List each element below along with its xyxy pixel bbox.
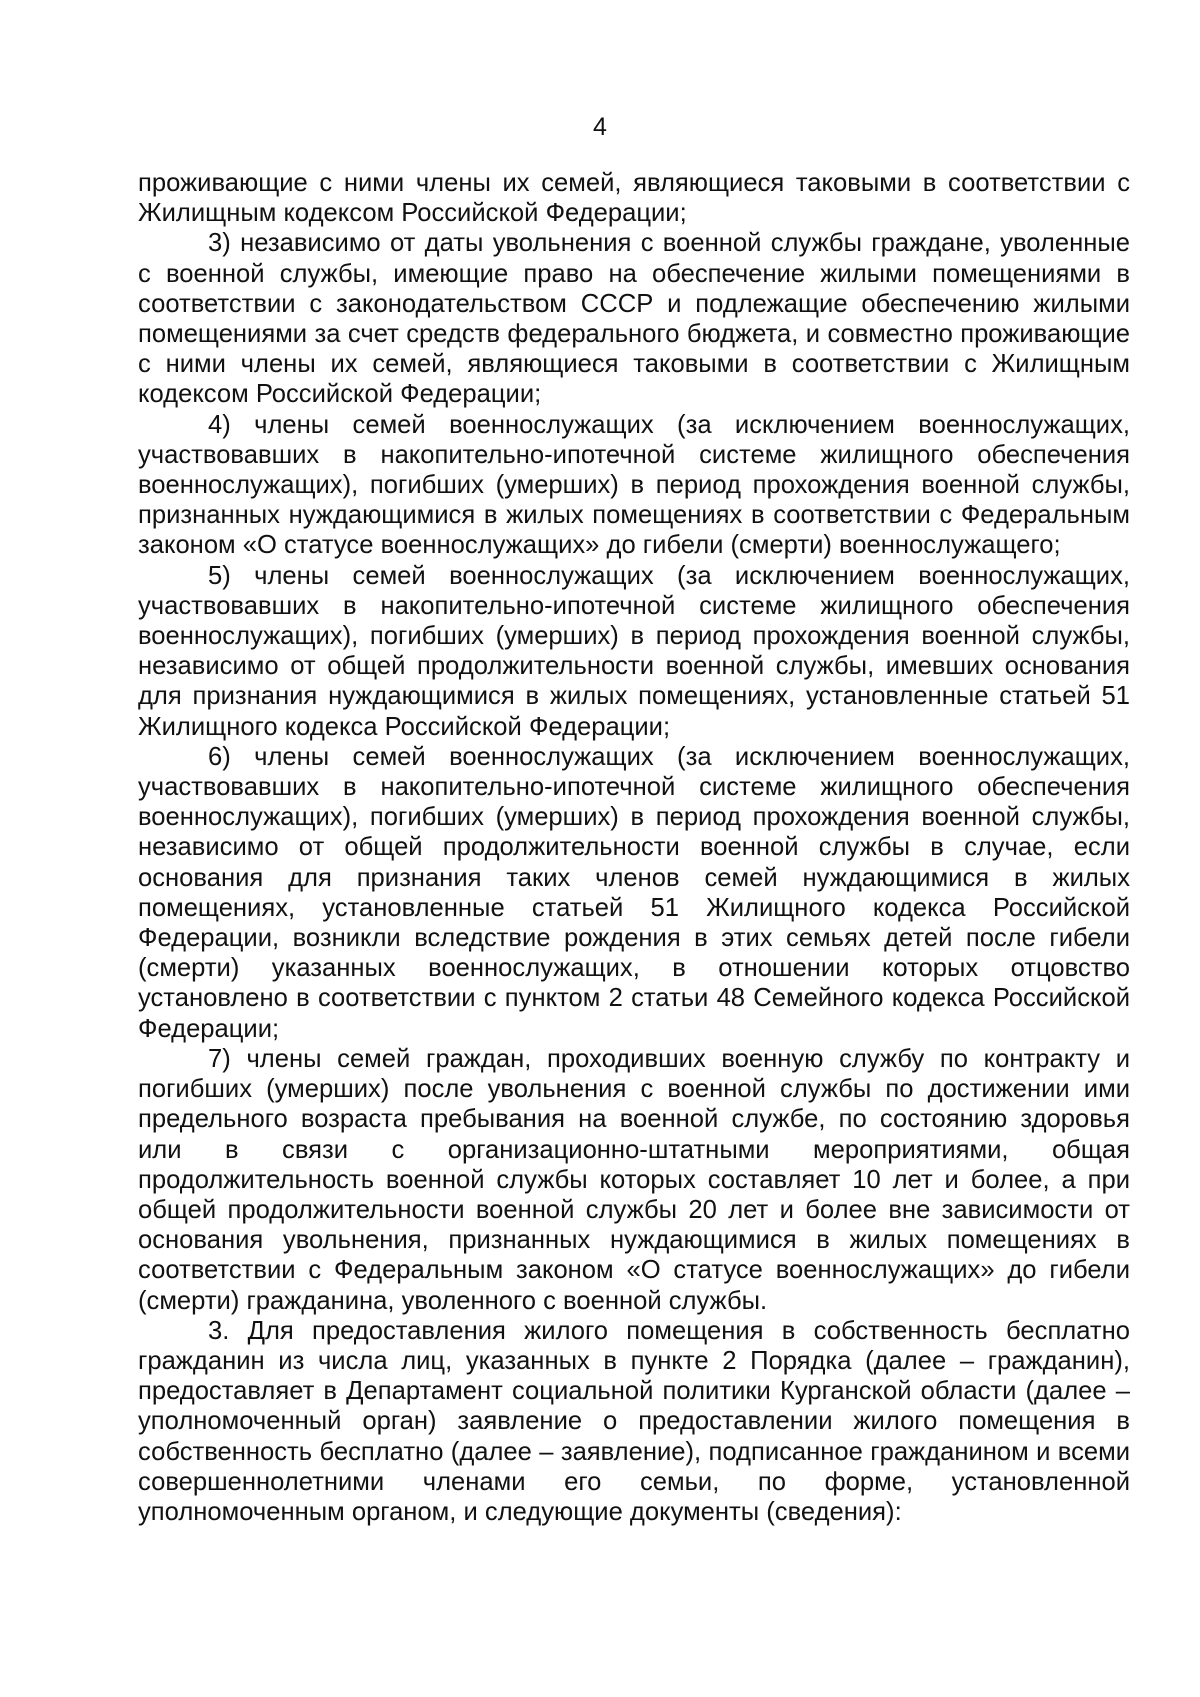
list-item-3: 3) независимо от даты увольнения с военной службы граждане, уволенные с военной службы, имеющие право на обеспечение жилыми помещениями в соответствии с законодательством СССР и подлежащие обеспечению жилыми помещениями за счет средств федерального бюджета, и совместно проживающие с ними члены их семей, являющиеся таковыми в соответствии с Жилищным кодексом Российской Федерации; bbox=[138, 229, 1130, 409]
list-item-7: 7) члены семей граждан, проходивших военную службу по контракту и погибших (умерших) после увольнения с военной службы по достижении ими предельного возраста пребывания на военной службе, по состоянию здоровья или в связи с организационно-штатными мероприятиями, общая продолжительность военной службы которых составляет 10 лет и более, а при общей продолжительности военной службы 20 лет и более вне зависимости от основания увольнения, признанных нуждающимися в жилых помещениях в соответствии с Федеральным законом «О статусе военнослужащих» до гибели (смерти) гражданина, уволенного с военной службы. bbox=[138, 1044, 1130, 1315]
list-item-5: 5) члены семей военнослужащих (за исключением военнослужащих, участвовавших в накопительно-ипотечной системе жилищного обеспечения военнослужащих), погибших (умерших) в период прохождения военной службы, независимо от общей продолжительности военной службы, имевших основания для признания нуждающимися в жилых помещениях, установленные статьей 51 Жилищного кодекса Российской Федерации; bbox=[138, 561, 1130, 741]
paragraph-continuation: проживающие с ними члены их семей, являющиеся таковыми в соответствии с Жилищным кодексом Российской Федерации; bbox=[138, 169, 1130, 228]
list-item-4: 4) члены семей военнослужащих (за исключением военнослужащих, участвовавших в накопительно-ипотечной системе жилищного обеспечения военнослужащих), погибших (умерших) в период прохождения военной службы, признанных нуждающимися в жилых помещениях в соответствии с Федеральным законом «О статусе военнослужащих» до гибели (смерти) военнослужащего; bbox=[138, 410, 1130, 560]
list-item-6: 6) члены семей военнослужащих (за исключением военнослужащих, участвовавших в накопительно-ипотечной системе жилищного обеспечения военнослужащих), погибших (умерших) в период прохождения военной службы, независимо от общей продолжительности военной службы в случае, если основания для признания таких членов семей нуждающимися в жилых помещениях, установленные статьей 51 Жилищного кодекса Российской Федерации, возникли вследствие рождения в этих семьях детей после гибели (смерти) указанных военнослужащих, в отношении которых отцовство установлено в соответствии с пунктом 2 статьи 48 Семейного кодекса Российской Федерации; bbox=[138, 742, 1130, 1043]
section-item-3: 3. Для предоставления жилого помещения в собственность бесплатно гражданин из числа лиц, указанных в пункте 2 Порядка (далее – гражданин), предоставляет в Департамент социальной политики Курганской области (далее – уполномоченный орган) заявление о предоставлении жилого помещения в собственность бесплатно (далее – заявление), подписанное гражданином и всеми совершеннолетними членами его семьи, по форме, установленной уполномоченным органом, и следующие документы (сведения): bbox=[138, 1316, 1130, 1526]
page-number: 4 bbox=[593, 113, 607, 141]
document-body bbox=[138, 168, 1130, 1527]
